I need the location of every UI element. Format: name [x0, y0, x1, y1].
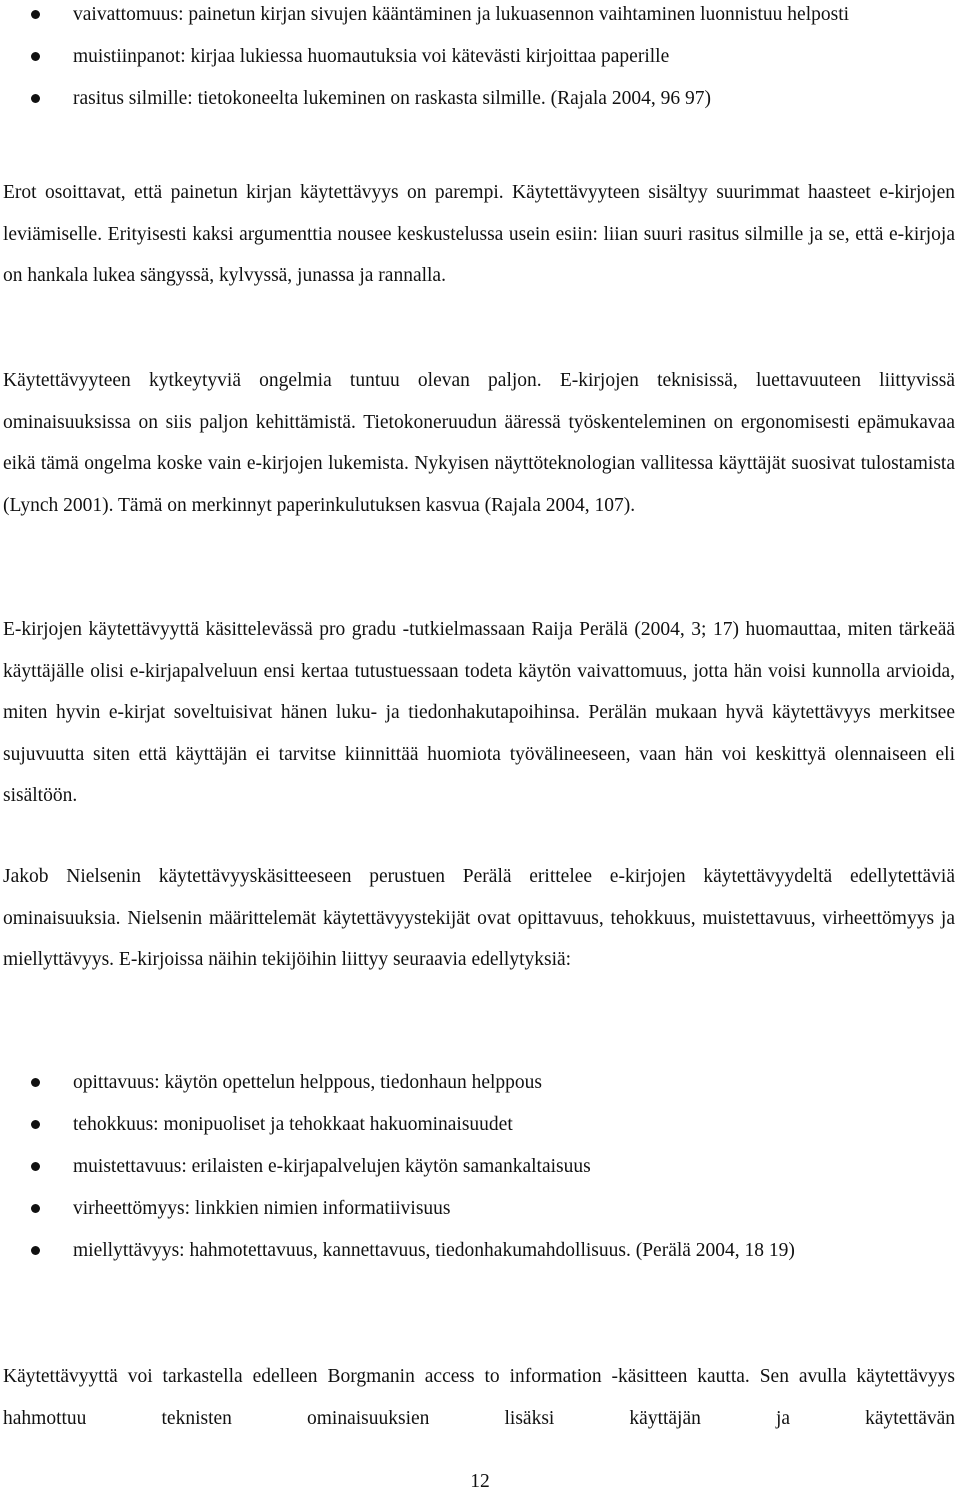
bullet-icon — [31, 94, 40, 103]
paragraph-nielsen-usability: Jakob Nielsenin käytettävyyskäsitteeseen perustuen Perälä erittelee e-kirjojen käytettävyydeltä edellytettäviä ominaisuuksia. Nielsenin määrittelemät käytettävyystekijät ovat opittavuus, tehokkuus, muistettavuus, virheettömyys ja miellyttävyys. E-kirjoissa näihin tekijöihin liittyy seuraavia edellytyksiä: — [3, 866, 955, 970]
bullet-list-reading-comparison — [0, 0, 955, 120]
list-item — [0, 1146, 955, 1188]
paragraph-perala-thesis: E-kirjojen käytettävyyttä käsittelevässä pro gradu -tutkielmassaan Raija Perälä (2004, 3; 17) huomauttaa, miten tärkeää käyttäjälle olisi e-kirjapalveluun ensi kertaa tutustuessaan todeta käytön vaivattomuus, jotta hän voisi kunnolla arvioida, miten hyvin e-kirjat soveltuisivat hänen luku- ja tiedonhakutapoihinsa. Perälän mukaan hyvä käytettävyys merkitsee sujuvuutta siten että käyttäjän ei tarvitse kiinnittää huomiota työvälineeseen, vaan hän voi keskittyä olennaiseen eli sisältöön. — [3, 619, 955, 806]
list-item-text: virheettömyys: linkkien nimien informatiivisuus — [73, 1198, 451, 1219]
bullet-icon — [31, 1078, 40, 1087]
bullet-icon — [31, 10, 40, 19]
bullet-list-usability-factors — [0, 1062, 955, 1272]
list-item-text: vaivattomuus: painetun kirjan sivujen kääntäminen ja lukuasennon vaihtaminen luonnistuu helposti — [73, 4, 850, 25]
list-item — [0, 1062, 955, 1104]
bullet-icon — [31, 1120, 40, 1129]
page-number: 12 — [470, 1471, 490, 1492]
bullet-icon — [31, 1246, 40, 1255]
list-item-text: muistettavuus: erilaisten e-kirjapalvelujen käytön samankaltaisuus — [73, 1156, 591, 1177]
list-item — [0, 1104, 955, 1146]
paragraph-usability-problems: Käytettävyyteen kytkeytyviä ongelmia tuntuu olevan paljon. E-kirjojen teknisissä, luettavuuteen liittyvissä ominaisuuksissa on siis paljon kehittämistä. Tietokoneruudun ääressä työskenteleminen on ergonomisesti epämukavaa eikä tämä ongelma koske vain e-kirjojen lukemista. Nykyisen näyttöteknologian vallitessa käyttäjät suosivat tulostamista (Lynch 2001). Tämä on merkinnyt paperinkulutuksen kasvua (Rajala 2004, 107). — [3, 370, 955, 516]
list-item — [0, 1188, 955, 1230]
bullet-icon — [31, 1162, 40, 1171]
list-item — [0, 36, 955, 78]
list-item-text: tehokkuus: monipuoliset ja tehokkaat hakuominaisuudet — [73, 1114, 513, 1135]
list-item-text: miellyttävyys: hahmotettavuus, kannettavuus, tiedonhakumahdollisuus. (Perälä 2004, 18 19) — [73, 1240, 795, 1261]
bullet-icon — [31, 1204, 40, 1213]
paragraph-usability-differences: Erot osoittavat, että painetun kirjan käytettävyys on parempi. Käytettävyyteen sisältyy suurimmat haasteet e-kirjojen leviämiselle. Erityisesti kaksi argumenttia nousee keskustelussa usein esiin: liian suuri rasitus silmille ja se, että e-kirjoja on hankala lukea sängyssä, kylvyssä, junassa ja rannalla. — [3, 182, 955, 286]
bullet-icon — [31, 52, 40, 61]
paragraph-borgman-access: Käytettävyyttä voi tarkastella edelleen Borgmanin access to information -käsitteen kautta. Sen avulla käytettävyys hahmottuu teknisten ominaisuuksien lisäksi käyttäjän ja käytettävän — [3, 1366, 955, 1429]
list-item — [0, 0, 955, 36]
list-item-text: muistiinpanot: kirjaa lukiessa huomautuksia voi kätevästi kirjoittaa paperille — [73, 46, 670, 67]
list-item — [0, 78, 955, 120]
list-item — [0, 1230, 955, 1272]
list-item-text: opittavuus: käytön opettelun helppous, tiedonhaun helppous — [73, 1072, 543, 1093]
list-item-text: rasitus silmille: tietokoneelta lukeminen on raskasta silmille. (Rajala 2004, 96 97) — [73, 88, 711, 109]
